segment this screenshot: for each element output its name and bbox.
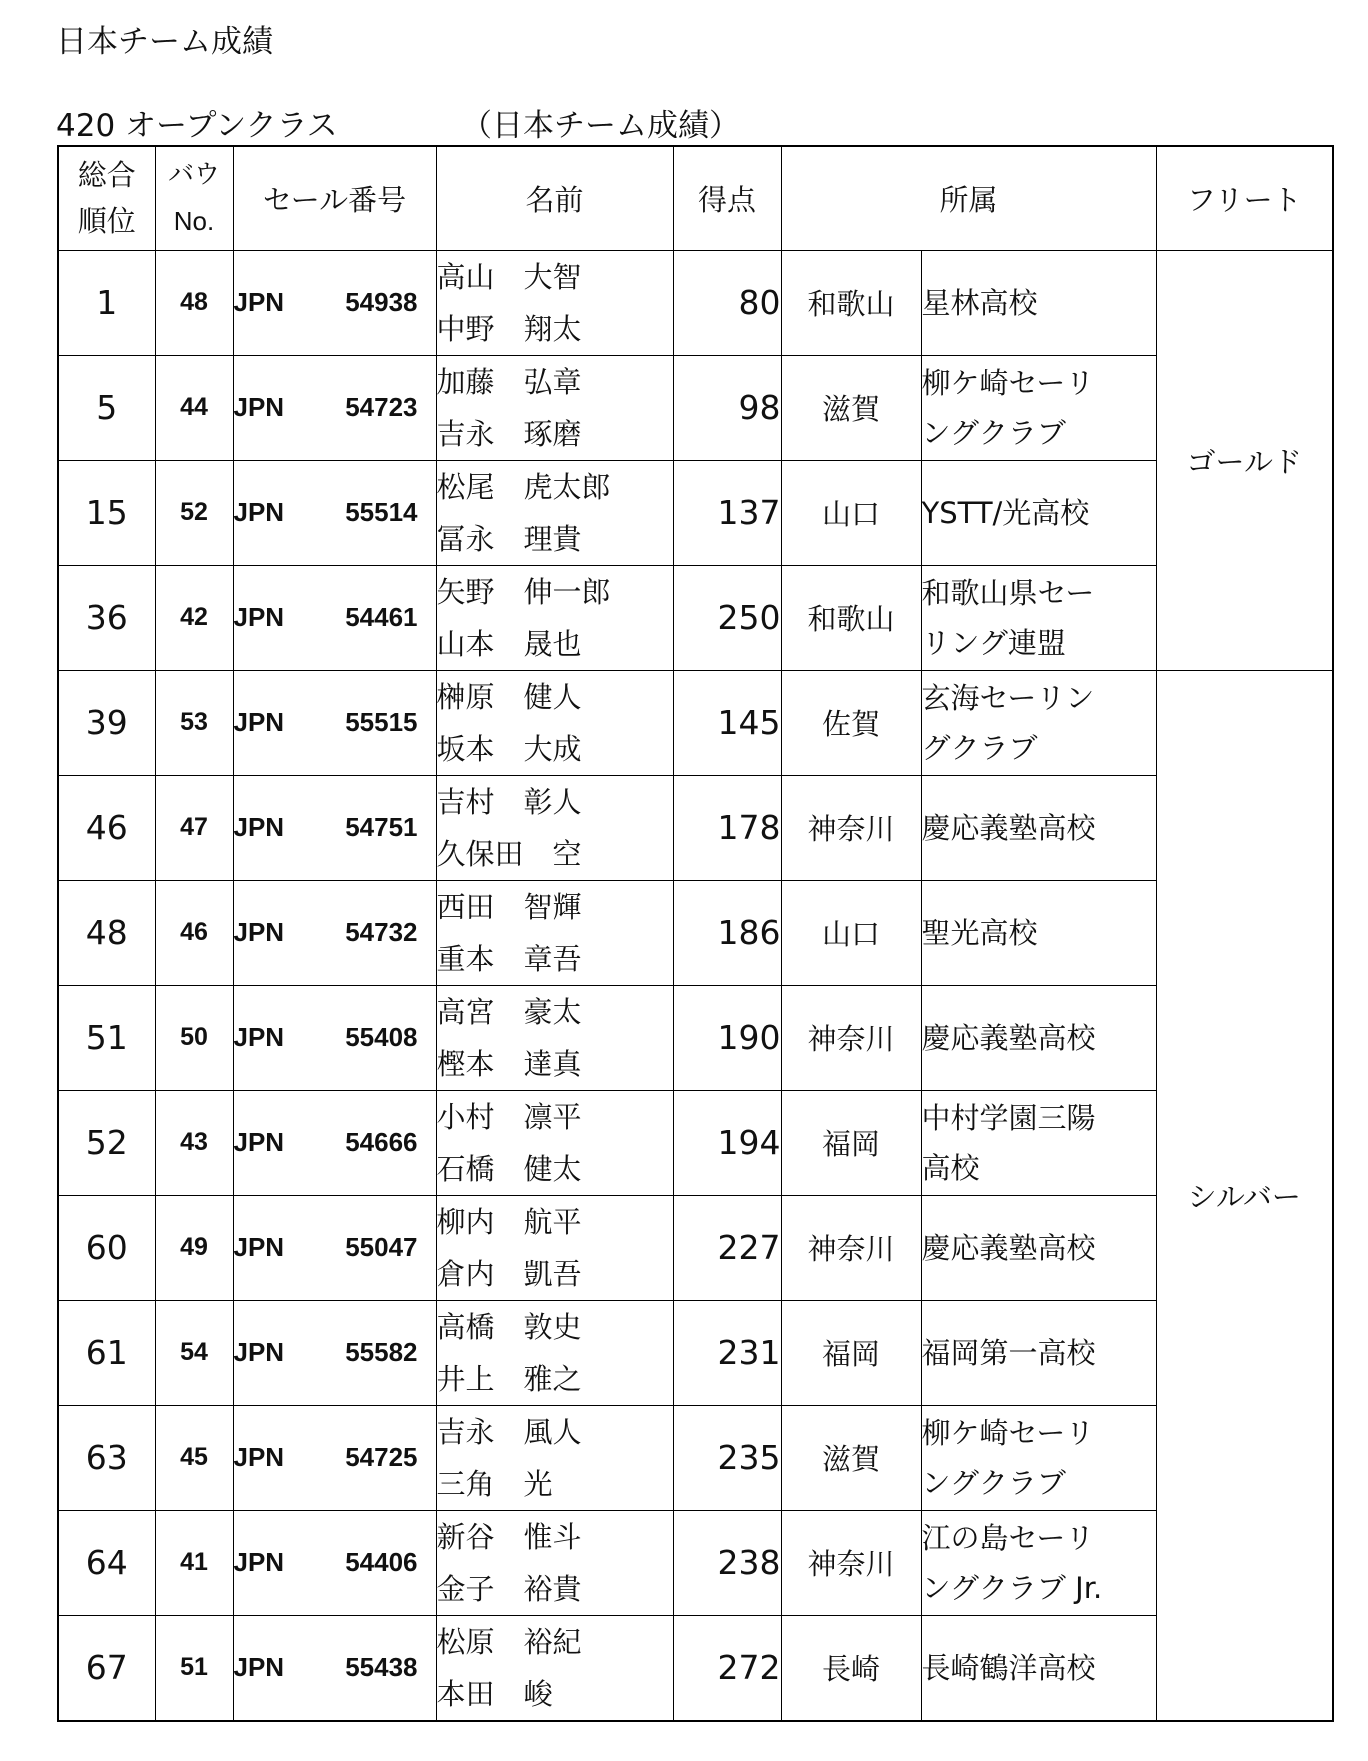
bow-number-cell: 46 — [155, 880, 233, 985]
bow-number-cell: 53 — [155, 670, 233, 775]
sail-country: JPN — [233, 1547, 285, 1577]
club-cell — [921, 670, 1156, 775]
bow-number-cell: 52 — [155, 460, 233, 565]
club-cell — [921, 460, 1156, 565]
sail-number: 55047 — [345, 1232, 418, 1262]
bow-number-cell: 42 — [155, 565, 233, 670]
score-cell: 145 — [673, 670, 781, 775]
prefecture-cell: 神奈川 — [781, 1195, 921, 1300]
table-row — [58, 985, 1333, 1090]
club-line: YSTT/光高校 — [921, 495, 1090, 530]
club-line: 和歌山県セー — [921, 575, 1095, 610]
bow-number-cell: 54 — [155, 1300, 233, 1405]
club-line: ングクラブ — [921, 1465, 1066, 1500]
section-subtitle: （日本チーム成績） — [461, 108, 740, 144]
crew-name: 吉永 琢磨 — [436, 416, 582, 451]
bow-number-cell: 43 — [155, 1090, 233, 1195]
club-line: グクラブ — [921, 730, 1038, 765]
score-cell: 137 — [673, 460, 781, 565]
header-row — [58, 146, 1333, 250]
header-affiliation: 所属 — [781, 146, 1156, 250]
bow-number-cell: 45 — [155, 1405, 233, 1510]
sail-number-cell — [233, 1615, 436, 1721]
helm-name: 高宮 豪太 — [436, 994, 582, 1029]
club-cell — [921, 1195, 1156, 1300]
sail-country: JPN — [233, 392, 285, 422]
crew-name: 重本 章吾 — [436, 941, 582, 976]
crew-names-cell — [436, 1510, 673, 1615]
score-cell: 238 — [673, 1510, 781, 1615]
table-row — [58, 460, 1333, 565]
table-body — [58, 250, 1333, 1721]
crew-names-cell — [436, 1090, 673, 1195]
header-rank: 総合 順位 — [58, 146, 155, 250]
club-line: ングクラブ Jr. — [921, 1570, 1103, 1605]
sail-country: JPN — [233, 1232, 285, 1262]
prefecture-cell: 山口 — [781, 880, 921, 985]
rank-cell: 51 — [58, 985, 155, 1090]
crew-names-cell — [436, 775, 673, 880]
score-cell: 190 — [673, 985, 781, 1090]
sail-number: 54725 — [345, 1442, 418, 1472]
score-cell: 227 — [673, 1195, 781, 1300]
crew-names-cell — [436, 985, 673, 1090]
prefecture-cell: 神奈川 — [781, 1510, 921, 1615]
results-table — [57, 145, 1334, 1722]
helm-name: 高橋 敦史 — [436, 1309, 582, 1344]
score-cell: 272 — [673, 1615, 781, 1721]
club-line: 福岡第一高校 — [921, 1335, 1096, 1370]
club-cell — [921, 985, 1156, 1090]
crew-names-cell — [436, 460, 673, 565]
crew-names-cell — [436, 355, 673, 460]
helm-name: 吉村 彰人 — [436, 784, 582, 819]
sail-number-cell — [233, 1405, 436, 1510]
club-line: 聖光高校 — [921, 915, 1038, 950]
header-fleet: フリート — [1156, 146, 1333, 250]
bow-number-cell: 50 — [155, 985, 233, 1090]
helm-name: 高山 大智 — [436, 259, 582, 294]
table-row — [58, 355, 1333, 460]
crew-name: 石橋 健太 — [436, 1151, 582, 1186]
crew-name: 三角 光 — [436, 1466, 553, 1501]
crew-name: 中野 翔太 — [436, 311, 582, 346]
prefecture-cell: 佐賀 — [781, 670, 921, 775]
club-cell — [921, 1510, 1156, 1615]
page-title: 日本チーム成績 — [56, 24, 273, 60]
club-line: 柳ケ崎セーリ — [921, 365, 1095, 400]
table-row — [58, 565, 1333, 670]
crew-name: 本田 峻 — [436, 1676, 553, 1711]
sail-number: 54461 — [345, 602, 418, 632]
sail-number: 55515 — [345, 707, 418, 737]
club-cell — [921, 565, 1156, 670]
sail-number-cell — [233, 250, 436, 355]
sail-number: 55514 — [345, 497, 418, 527]
club-cell — [921, 1090, 1156, 1195]
table-row — [58, 250, 1333, 355]
club-line: リング連盟 — [921, 625, 1066, 660]
sail-country: JPN — [233, 1652, 285, 1682]
sail-number: 55582 — [345, 1337, 418, 1367]
rank-cell: 48 — [58, 880, 155, 985]
sail-number: 54406 — [345, 1547, 418, 1577]
crew-names-cell — [436, 670, 673, 775]
club-line: ングクラブ — [921, 415, 1066, 450]
rank-cell: 64 — [58, 1510, 155, 1615]
prefecture-cell: 和歌山 — [781, 565, 921, 670]
sail-country: JPN — [233, 812, 285, 842]
club-cell — [921, 1615, 1156, 1721]
score-cell: 194 — [673, 1090, 781, 1195]
rank-cell: 63 — [58, 1405, 155, 1510]
fleet-cell: シルバー — [1156, 670, 1333, 1721]
crew-name: 井上 雅之 — [436, 1361, 582, 1396]
helm-name: 西田 智輝 — [436, 889, 582, 924]
crew-name: 倉内 凱吾 — [436, 1256, 582, 1291]
bow-number-cell: 49 — [155, 1195, 233, 1300]
sail-number: 54938 — [345, 287, 418, 317]
sail-number-cell — [233, 670, 436, 775]
helm-name: 加藤 弘章 — [436, 364, 582, 399]
sail-number-cell — [233, 1090, 436, 1195]
table-row — [58, 1615, 1333, 1721]
bow-number-cell: 48 — [155, 250, 233, 355]
crew-names-cell — [436, 880, 673, 985]
rank-cell: 36 — [58, 565, 155, 670]
prefecture-cell: 神奈川 — [781, 775, 921, 880]
sail-number-cell — [233, 460, 436, 565]
sail-country: JPN — [233, 497, 285, 527]
rank-cell: 5 — [58, 355, 155, 460]
bow-number-cell: 51 — [155, 1615, 233, 1721]
sail-country: JPN — [233, 602, 285, 632]
prefecture-cell: 神奈川 — [781, 985, 921, 1090]
sail-number-cell — [233, 1510, 436, 1615]
prefecture-cell: 和歌山 — [781, 250, 921, 355]
sail-number: 54666 — [345, 1127, 418, 1157]
score-cell: 178 — [673, 775, 781, 880]
header-bow-number: バウ No. — [155, 146, 233, 250]
helm-name: 小村 凛平 — [436, 1099, 582, 1134]
crew-name: 久保田 空 — [436, 836, 582, 871]
crew-names-cell — [436, 1300, 673, 1405]
rank-cell: 15 — [58, 460, 155, 565]
sail-number-cell — [233, 565, 436, 670]
club-cell — [921, 355, 1156, 460]
sail-number: 54723 — [345, 392, 418, 422]
prefecture-cell: 滋賀 — [781, 355, 921, 460]
club-line: 中村学園三陽 — [921, 1100, 1096, 1135]
helm-name: 吉永 風人 — [436, 1414, 582, 1449]
prefecture-cell: 滋賀 — [781, 1405, 921, 1510]
score-cell: 250 — [673, 565, 781, 670]
header-sail-number: セール番号 — [233, 146, 436, 250]
sail-number-cell — [233, 1300, 436, 1405]
table-row — [58, 670, 1333, 775]
rank-cell: 46 — [58, 775, 155, 880]
helm-name: 松尾 虎太郎 — [436, 469, 611, 504]
score-cell: 235 — [673, 1405, 781, 1510]
bow-number-cell: 47 — [155, 775, 233, 880]
rank-cell: 52 — [58, 1090, 155, 1195]
club-line: 慶応義塾高校 — [921, 810, 1096, 845]
table-row — [58, 1090, 1333, 1195]
rank-cell: 60 — [58, 1195, 155, 1300]
prefecture-cell: 福岡 — [781, 1300, 921, 1405]
club-cell — [921, 250, 1156, 355]
helm-name: 柳内 航平 — [436, 1204, 582, 1239]
sail-number: 55408 — [345, 1022, 418, 1052]
club-cell — [921, 880, 1156, 985]
rank-cell: 61 — [58, 1300, 155, 1405]
rank-cell: 1 — [58, 250, 155, 355]
sail-country: JPN — [233, 917, 285, 947]
header-score: 得点 — [673, 146, 781, 250]
header-names: 名前 — [436, 146, 673, 250]
sail-number-cell — [233, 775, 436, 880]
rank-cell: 67 — [58, 1615, 155, 1721]
table-row — [58, 1405, 1333, 1510]
section-title — [56, 104, 1056, 148]
crew-names-cell — [436, 565, 673, 670]
sail-number: 54751 — [345, 812, 418, 842]
table-row — [58, 1510, 1333, 1615]
sail-number-cell — [233, 985, 436, 1090]
table-row — [58, 1195, 1333, 1300]
sail-number-cell — [233, 1195, 436, 1300]
crew-name: 山本 晟也 — [436, 626, 582, 661]
table-row — [58, 880, 1333, 985]
helm-name: 松原 裕紀 — [436, 1624, 582, 1659]
club-line: 柳ケ崎セーリ — [921, 1415, 1095, 1450]
prefecture-cell: 山口 — [781, 460, 921, 565]
sail-country: JPN — [233, 707, 285, 737]
score-cell: 186 — [673, 880, 781, 985]
club-line: 慶応義塾高校 — [921, 1020, 1096, 1055]
sail-number-cell — [233, 880, 436, 985]
sail-country: JPN — [233, 1022, 285, 1052]
crew-names-cell — [436, 1615, 673, 1721]
crew-name: 金子 裕貴 — [436, 1571, 582, 1606]
helm-name: 矢野 伸一郎 — [436, 574, 611, 609]
prefecture-cell: 福岡 — [781, 1090, 921, 1195]
club-line: 星林高校 — [921, 285, 1038, 320]
club-line: 慶応義塾高校 — [921, 1230, 1096, 1265]
prefecture-cell: 長崎 — [781, 1615, 921, 1721]
crew-name: 冨永 理貴 — [436, 521, 582, 556]
club-cell — [921, 1405, 1156, 1510]
sail-country: JPN — [233, 1337, 285, 1367]
score-cell: 98 — [673, 355, 781, 460]
sail-number: 54732 — [345, 917, 418, 947]
club-line: 江の島セーリ — [921, 1520, 1095, 1555]
class-label: 420 オープンクラス — [56, 108, 338, 144]
table-row — [58, 775, 1333, 880]
helm-name: 新谷 惟斗 — [436, 1519, 582, 1554]
crew-name: 樫本 達真 — [436, 1046, 582, 1081]
sail-country: JPN — [233, 1127, 285, 1157]
club-cell — [921, 775, 1156, 880]
score-cell: 80 — [673, 250, 781, 355]
bow-number-cell: 41 — [155, 1510, 233, 1615]
crew-names-cell — [436, 250, 673, 355]
score-cell: 231 — [673, 1300, 781, 1405]
crew-names-cell — [436, 1405, 673, 1510]
helm-name: 榊原 健人 — [436, 679, 582, 714]
sail-number-cell — [233, 355, 436, 460]
club-line: 玄海セーリン — [921, 680, 1095, 715]
club-line: 高校 — [921, 1150, 980, 1185]
table-row — [58, 1300, 1333, 1405]
fleet-cell: ゴールド — [1156, 250, 1333, 670]
sail-country: JPN — [233, 1442, 285, 1472]
sail-country: JPN — [233, 287, 285, 317]
club-cell — [921, 1300, 1156, 1405]
rank-cell: 39 — [58, 670, 155, 775]
crew-names-cell — [436, 1195, 673, 1300]
club-line: 長崎鶴洋高校 — [921, 1650, 1096, 1685]
crew-name: 坂本 大成 — [436, 731, 582, 766]
sail-number: 55438 — [345, 1652, 418, 1682]
bow-number-cell: 44 — [155, 355, 233, 460]
